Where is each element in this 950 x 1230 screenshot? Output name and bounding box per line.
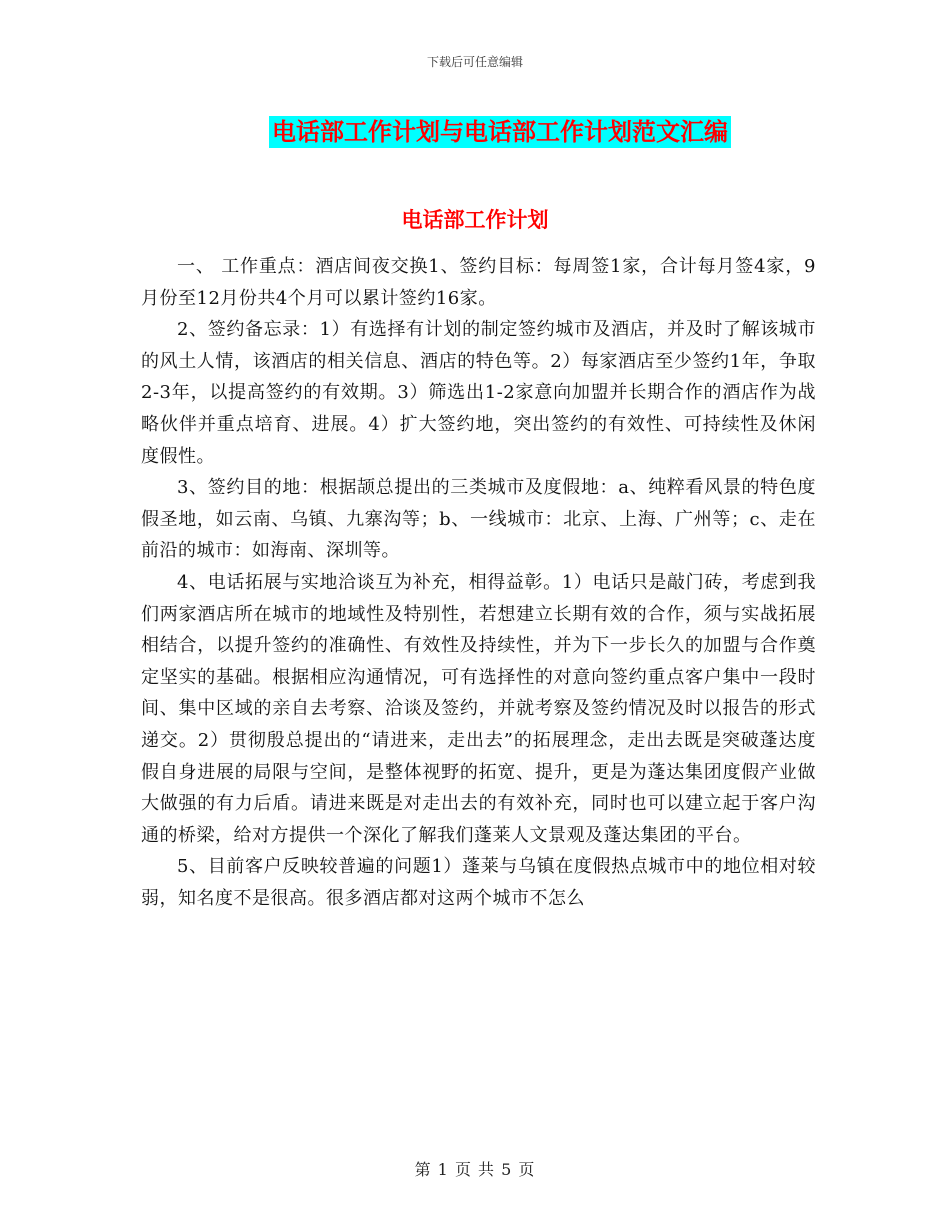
paragraph-5: 5、目前客户反映较普遍的问题1）蓬莱与乌镇在度假热点城市中的地位相对较弱，知名度不是很高。很多酒店都对这两个城市不怎么 (141, 856, 816, 909)
document-body (141, 251, 816, 914)
paragraph-4: 4、电话拓展与实地洽谈互为补充，相得益彰。1）电话只是敲门砖，考虑到我们两家酒店所在城市的地域性及特别性，若想建立长期有效的合作，须与实战拓展相结合，以提升签约的准确性、有效性及持续性，并为下一步长久的加盟与合作奠定坚实的基础。根据相应沟通情况，可有选择性的对意向签约重点客户集中一段时间、集中区域的亲自去考察、洽谈及签约，并就考察及签约情况及时以报告的形式递交。2）贯彻殷总提出的“请进来，走出去”的拓展理念，走出去既是突破蓬达度假自身进展的局限与空间，是整体视野的拓宽、提升，更是为蓬达集团度假产业做大做强的有力后盾。请进来既是对走出去的有效补充，同时也可以建立起于客户沟通的桥梁，给对方提供一个深化了解我们蓬莱人文景观及蓬达集团的平台。 (141, 571, 816, 846)
paragraph-1: 一、 工作重点：酒店间夜交换1、签约目标：每周签1家，合计每月签4家，9月份至12月份共4个月可以累计签约16家。 (141, 256, 816, 309)
section-title: 电话部工作计划 (401, 208, 549, 232)
document-title-text: 电话部工作计划与电话部工作计划范文汇编 (269, 116, 731, 148)
paragraph-3: 3、签约目的地：根据颉总提出的三类城市及度假地：a、纯粹看风景的特色度假圣地，如云南、乌镇、九寨沟等；b、一线城市：北京、上海、广州等；c、走在前沿的城市：如海南、深圳等。 (141, 477, 816, 562)
header-note: 下载后可任意编辑 (426, 55, 523, 69)
page-number: 第 1 页 共 5 页 (414, 1160, 536, 1179)
document-title (0, 112, 950, 147)
paragraph-2: 2、签约备忘录：1）有选择有计划的制定签约城市及酒店，并及时了解该城市的风土人情，该酒店的相关信息、酒店的特色等。2）每家酒店至少签约1年，争取2-3年，以提高签约的有效期。3）筛选出1-2家意向加盟并长期合作的酒店作为战略伙伴并重点培育、进展。4）扩大签约地，突出签约的有效性、可持续性及休闲度假性。 (141, 319, 816, 467)
